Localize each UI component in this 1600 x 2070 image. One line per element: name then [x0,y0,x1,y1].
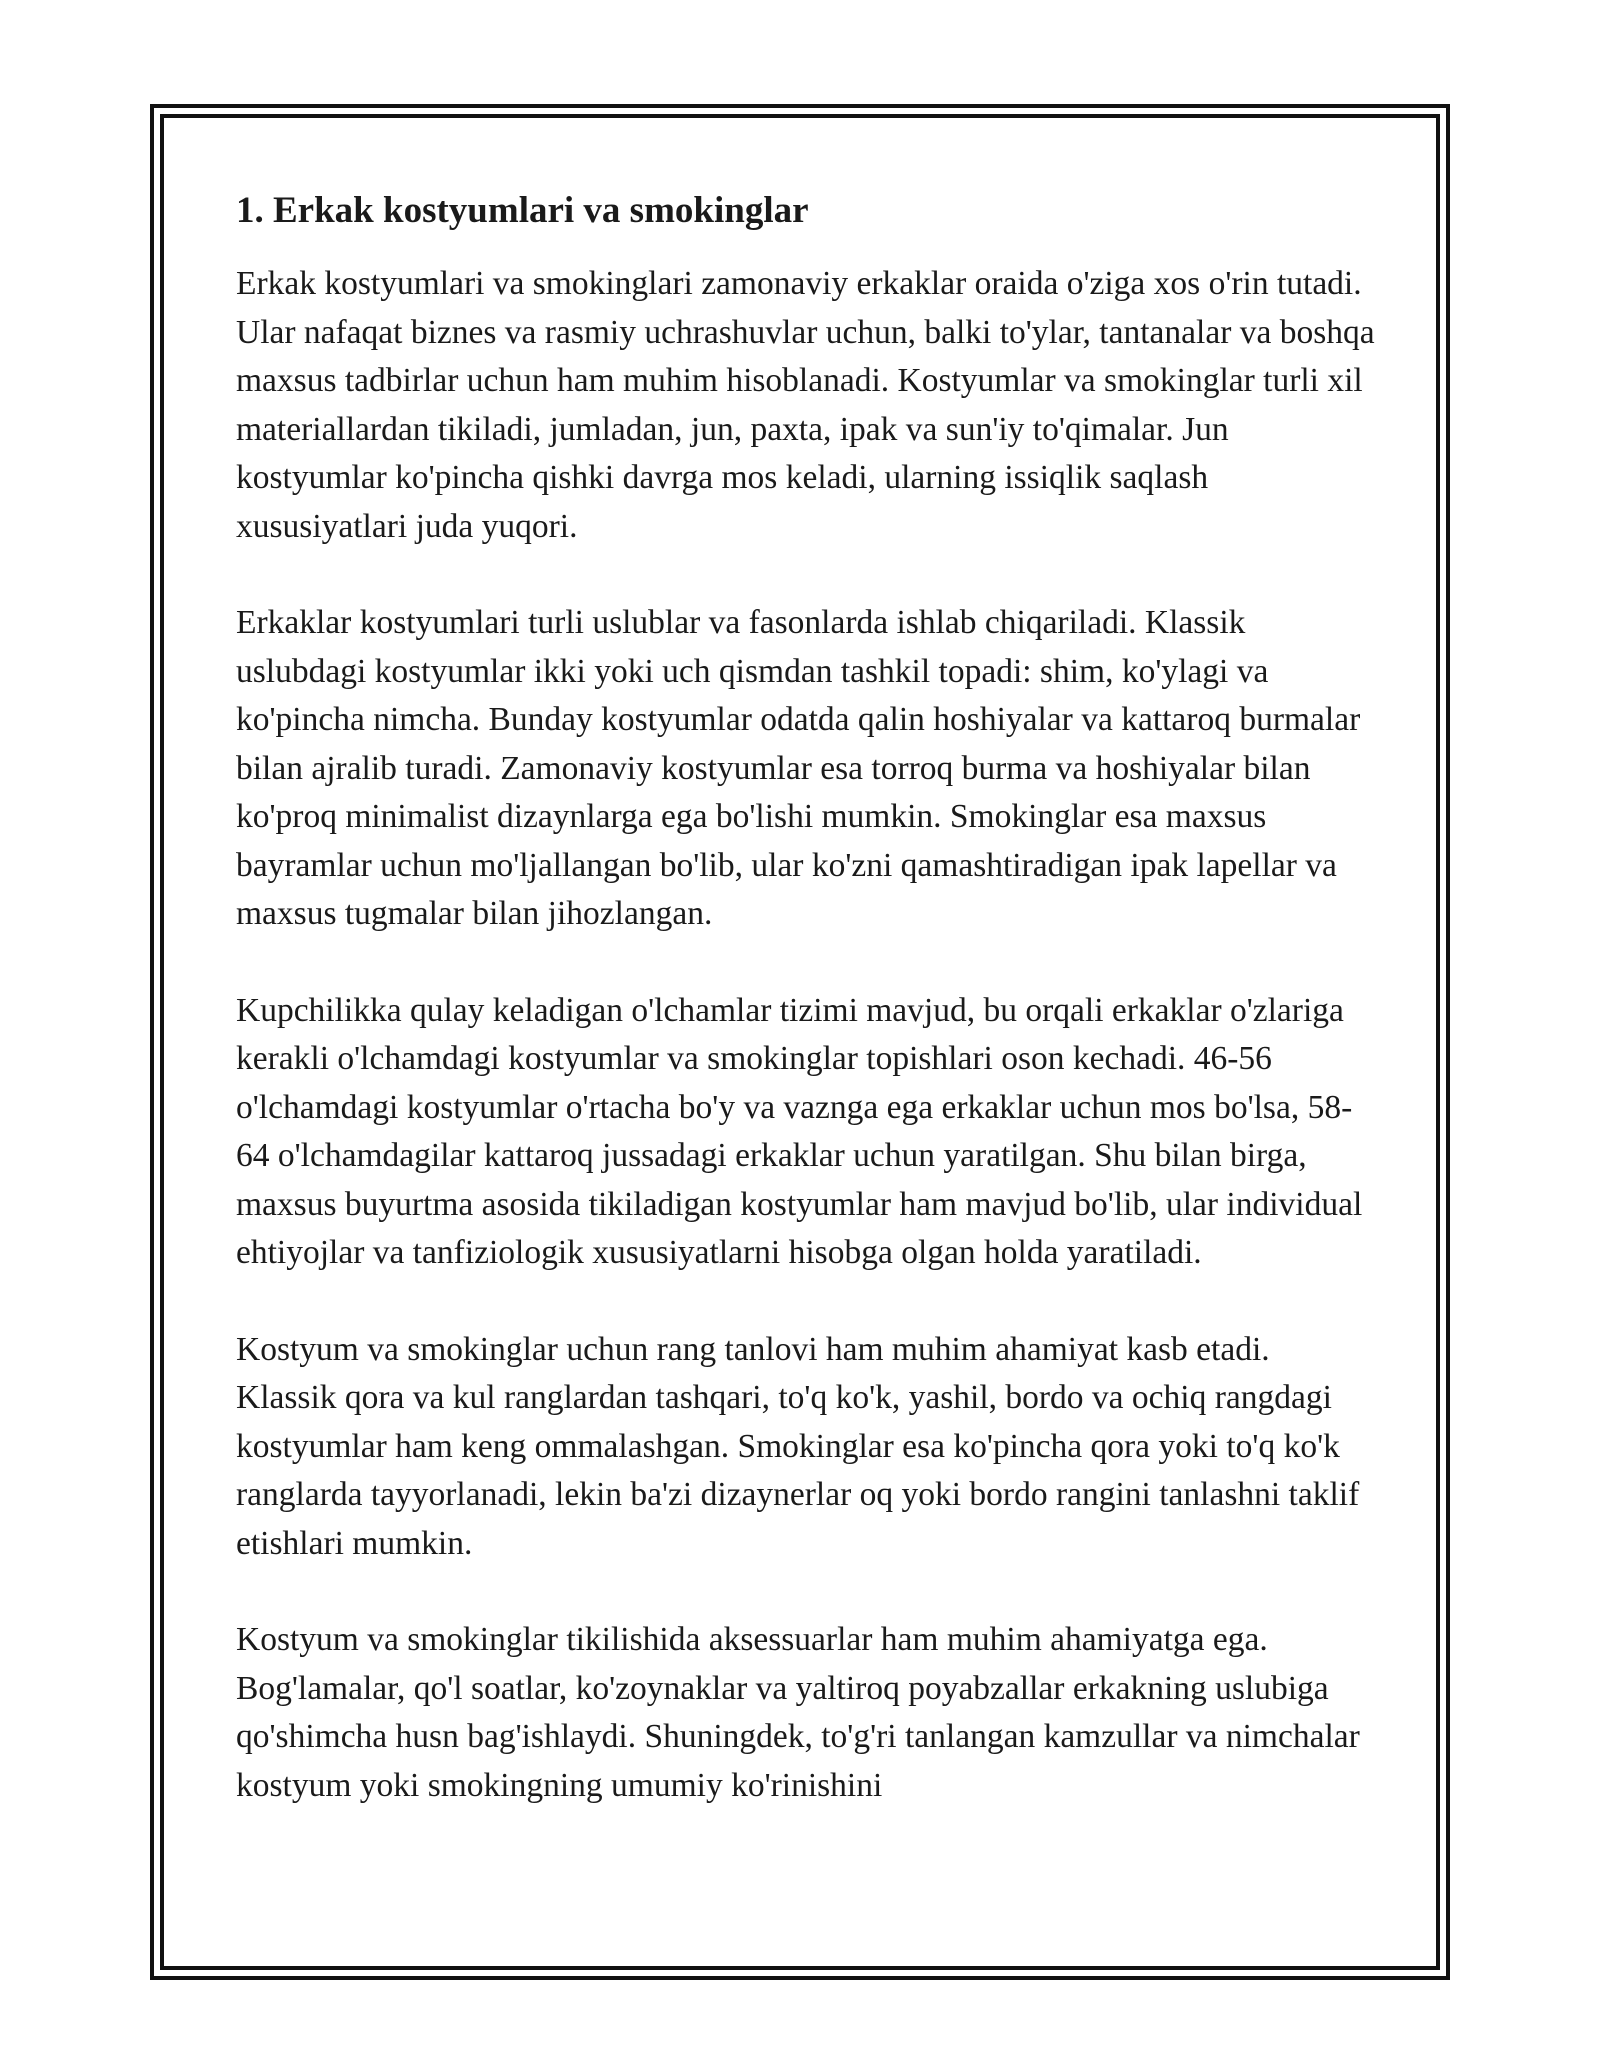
document-body [236,188,1376,1810]
paragraph: Kostyum va smokinglar tikilishida aksessuarlar ham muhim ahamiyatga ega. Bog'lamalar, qo'l soatlar, ko'zoynaklar va yaltiroq poyabzallar erkakning uslubiga qo'shimcha husn bag'ishlaydi. Shuningdek, to'g'ri tanlangan kamzullar va nimchalar kostyum yoki smokingning umumiy ko'rinishini [236,1621,1360,1804]
paragraph: Kostyum va smokinglar uchun rang tanlovi ham muhim ahamiyat kasb etadi. Klassik qora va kul ranglardan tashqari, to'q ko'k, yashil, bordo va ochiq rangdagi kostyumlar ham keng ommalashgan. Smokinglar esa ko'pincha qora yoki to'q ko'k ranglarda tayyorlanadi, lekin ba'zi dizaynerlar oq yoki bordo rangini tanlashni taklif etishlari mumkin. [236,1330,1360,1562]
paragraph: Erkaklar kostyumlari turli uslublar va fasonlarda ishlab chiqariladi. Klassik uslubdagi kostyumlar ikki yoki uch qismdan tashkil topadi: shim, ko'ylagi va ko'pincha nimcha. Bunday kostyumlar odatda qalin hoshiyalar va kattaroq burmalar bilan ajralib turadi. Zamonaviy kostyumlar esa torroq burma va hoshiyalar bilan ko'proq minimalist dizaynlarga ega bo'lishi mumkin. Smokinglar esa maxsus bayramlar uchun mo'ljallangan bo'lib, ular ko'zni qamashtiradigan ipak lapellar va maxsus tugmalar bilan jihozlangan. [236,604,1361,933]
section-heading: 1. Erkak kostyumlari va smokinglar [236,190,809,231]
paragraph: Kupchilikka qulay keladigan o'lchamlar tizimi mavjud, bu orqali erkaklar o'zlariga kerakli o'lchamdagi kostyumlar va smokinglar topishlari oson kechadi. 46-56 o'lchamdagi kostyumlar o'rtacha bo'y va vaznga ega erkaklar uchun mos bo'lsa, 58-64 o'lchamdagilar kattaroq jussadagi erkaklar uchun yaratilgan. Shu bilan birga, maxsus buyurtma asosida tikiladigan kostyumlar ham mavjud bo'lib, ular individual ehtiyojlar va tanfiziologik xususiyatlarni hisobga olgan holda yaratiladi. [236,991,1363,1272]
paragraph: Erkak kostyumlari va smokinglari zamonaviy erkaklar oraida o'ziga xos o'rin tutadi. Ular nafaqat biznes va rasmiy uchrashuvlar uchun, balki to'ylar, tantanalar va boshqa maxsus tadbirlar uchun ham muhim hisoblanadi. Kostyumlar va smokinglar turli xil materiallardan tikiladi, jumladan, jun, paxta, ipak va sun'iy to'qimalar. Jun kostyumlar ko'pincha qishki davrga mos keladi, ularning issiqlik saqlash xususiyatlari juda yuqori. [236,265,1375,545]
